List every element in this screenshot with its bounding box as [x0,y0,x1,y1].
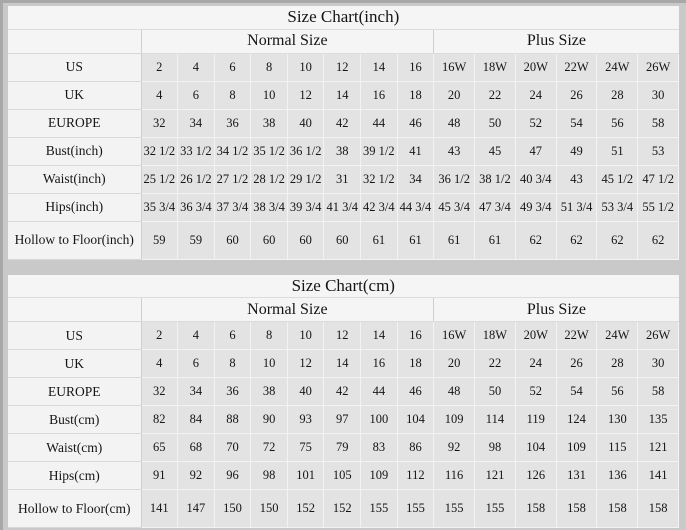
table-title: Size Chart(inch) [8,6,679,29]
table-title: Size Chart(cm) [8,275,679,298]
size-value-cell: 59 [178,221,215,259]
size-value-cell: 10 [287,53,324,81]
size-value-cell: 6 [178,81,215,109]
row-label: Hollow to Floor(cm) [8,490,141,528]
size-value-cell: 105 [324,462,361,490]
size-value-cell: 45 3/4 [434,193,475,221]
size-value-cell: 36 [214,109,251,137]
size-value-cell: 14 [324,350,361,378]
plus-size-header: Plus Size [434,29,679,53]
size-value-cell: 6 [178,350,215,378]
size-value-cell: 31 [324,165,361,193]
table-row [8,434,679,462]
size-value-cell: 135 [638,406,679,434]
size-value-cell: 60 [251,221,288,259]
size-value-cell: 88 [214,406,251,434]
table-row [8,406,679,434]
size-value-cell: 82 [141,406,178,434]
size-value-cell: 61 [475,221,516,259]
size-value-cell: 84 [178,406,215,434]
size-value-cell: 4 [141,350,178,378]
size-value-cell: 48 [434,109,475,137]
size-value-cell: 36 [214,378,251,406]
size-value-cell: 8 [214,81,251,109]
size-value-cell: 32 1/2 [141,137,178,165]
size-value-cell: 22W [556,53,597,81]
size-value-cell: 60 [214,221,251,259]
table-row [8,137,679,165]
size-value-cell: 26 [556,81,597,109]
size-value-cell: 14 [324,81,361,109]
table-row [8,378,679,406]
size-value-cell: 109 [361,462,398,490]
size-value-cell: 6 [214,53,251,81]
size-value-cell: 115 [597,434,638,462]
size-value-cell: 12 [287,350,324,378]
size-value-cell: 100 [361,406,398,434]
size-value-cell: 62 [597,221,638,259]
size-value-cell: 109 [556,434,597,462]
size-value-cell: 98 [475,434,516,462]
size-value-cell: 83 [361,434,398,462]
row-label: Bust(inch) [8,137,141,165]
size-value-cell: 35 3/4 [141,193,178,221]
table-row [8,221,679,259]
size-value-cell: 10 [251,350,288,378]
size-value-cell: 38 [324,137,361,165]
size-value-cell: 158 [597,490,638,528]
size-value-cell: 51 3/4 [556,193,597,221]
row-label: Waist(cm) [8,434,141,462]
row-label: Bust(cm) [8,406,141,434]
size-value-cell: 86 [397,434,434,462]
size-value-cell: 150 [214,490,251,528]
size-value-cell: 54 [556,109,597,137]
size-value-cell: 141 [141,490,178,528]
corner-spacer [8,29,141,53]
size-value-cell: 109 [434,406,475,434]
normal-size-header: Normal Size [141,29,434,53]
row-label: Hips(cm) [8,462,141,490]
size-value-cell: 130 [597,406,638,434]
table-row [8,322,679,350]
size-value-cell: 26 [556,350,597,378]
size-value-cell: 49 3/4 [515,193,556,221]
size-value-cell: 35 1/2 [251,137,288,165]
size-value-cell: 34 1/2 [214,137,251,165]
size-value-cell: 79 [324,434,361,462]
row-label: US [8,53,141,81]
size-value-cell: 155 [361,490,398,528]
size-value-cell: 38 [251,378,288,406]
size-value-cell: 121 [638,434,679,462]
row-label: EUROPE [8,109,141,137]
size-value-cell: 20W [515,53,556,81]
size-value-cell: 48 [434,378,475,406]
size-value-cell: 40 [287,109,324,137]
row-label: Waist(inch) [8,165,141,193]
size-value-cell: 24W [597,53,638,81]
size-value-cell: 18W [475,53,516,81]
size-value-cell: 98 [251,462,288,490]
size-value-cell: 104 [397,406,434,434]
table-row [8,165,679,193]
size-value-cell: 49 [556,137,597,165]
size-value-cell: 25 1/2 [141,165,178,193]
size-value-cell: 39 3/4 [287,193,324,221]
size-value-cell: 10 [287,322,324,350]
size-value-cell: 114 [475,406,516,434]
size-value-cell: 56 [597,109,638,137]
size-value-cell: 24 [515,350,556,378]
size-value-cell: 90 [251,406,288,434]
table-row [8,81,679,109]
size-value-cell: 38 [251,109,288,137]
size-value-cell: 38 3/4 [251,193,288,221]
size-value-cell: 18 [397,350,434,378]
size-value-cell: 2 [141,53,178,81]
corner-spacer [8,298,141,322]
size-value-cell: 65 [141,434,178,462]
size-value-cell: 16W [434,322,475,350]
size-value-cell: 50 [475,378,516,406]
size-value-cell: 27 1/2 [214,165,251,193]
size-value-cell: 12 [324,322,361,350]
size-value-cell: 45 [475,137,516,165]
size-chart-table [8,6,679,260]
table-row [8,109,679,137]
table-row [8,350,679,378]
size-value-cell: 46 [397,109,434,137]
size-value-cell: 43 [434,137,475,165]
size-value-cell: 18W [475,322,516,350]
size-value-cell: 34 [397,165,434,193]
size-value-cell: 47 1/2 [638,165,679,193]
size-value-cell: 28 1/2 [251,165,288,193]
size-value-cell: 2 [141,322,178,350]
size-value-cell: 70 [214,434,251,462]
size-value-cell: 58 [638,378,679,406]
size-value-cell: 28 [597,81,638,109]
size-value-cell: 158 [556,490,597,528]
size-value-cell: 22W [556,322,597,350]
size-value-cell: 62 [515,221,556,259]
size-value-cell: 16 [397,322,434,350]
size-value-cell: 38 1/2 [475,165,516,193]
size-value-cell: 36 1/2 [287,137,324,165]
size-value-cell: 4 [141,81,178,109]
size-value-cell: 24 [515,81,556,109]
row-label: US [8,322,141,350]
size-value-cell: 16 [361,81,398,109]
size-value-cell: 33 1/2 [178,137,215,165]
row-label: UK [8,81,141,109]
size-value-cell: 42 [324,378,361,406]
size-value-cell: 44 [361,109,398,137]
size-value-cell: 40 [287,378,324,406]
size-value-cell: 44 [361,378,398,406]
size-value-cell: 53 3/4 [597,193,638,221]
size-value-cell: 75 [287,434,324,462]
size-value-cell: 61 [397,221,434,259]
size-value-cell: 62 [638,221,679,259]
size-value-cell: 93 [287,406,324,434]
size-value-cell: 34 [178,378,215,406]
size-value-cell: 8 [214,350,251,378]
size-value-cell: 155 [475,490,516,528]
size-value-cell: 62 [556,221,597,259]
size-value-cell: 28 [597,350,638,378]
size-value-cell: 20 [434,81,475,109]
size-value-cell: 60 [324,221,361,259]
size-value-cell: 37 3/4 [214,193,251,221]
size-value-cell: 46 [397,378,434,406]
tables-container [8,6,678,528]
size-value-cell: 61 [434,221,475,259]
size-value-cell: 24W [597,322,638,350]
size-value-cell: 26W [638,322,679,350]
row-label: EUROPE [8,378,141,406]
size-value-cell: 131 [556,462,597,490]
size-value-cell: 121 [475,462,516,490]
size-value-cell: 72 [251,434,288,462]
size-value-cell: 91 [141,462,178,490]
size-value-cell: 60 [287,221,324,259]
size-value-cell: 12 [287,81,324,109]
size-value-cell: 104 [515,434,556,462]
size-value-cell: 42 3/4 [361,193,398,221]
size-value-cell: 116 [434,462,475,490]
table-row [8,193,679,221]
size-value-cell: 124 [556,406,597,434]
size-value-cell: 14 [361,322,398,350]
size-value-cell: 56 [597,378,638,406]
size-value-cell: 42 [324,109,361,137]
size-value-cell: 155 [434,490,475,528]
size-value-cell: 4 [178,322,215,350]
size-value-cell: 97 [324,406,361,434]
size-value-cell: 29 1/2 [287,165,324,193]
size-value-cell: 41 [397,137,434,165]
size-value-cell: 16 [361,350,398,378]
size-value-cell: 147 [178,490,215,528]
size-value-cell: 59 [141,221,178,259]
size-value-cell: 30 [638,81,679,109]
size-value-cell: 50 [475,109,516,137]
table-row [8,53,679,81]
size-value-cell: 52 [515,378,556,406]
size-value-cell: 40 3/4 [515,165,556,193]
size-value-cell: 96 [214,462,251,490]
size-value-cell: 155 [397,490,434,528]
size-value-cell: 20W [515,322,556,350]
size-value-cell: 41 3/4 [324,193,361,221]
size-value-cell: 43 [556,165,597,193]
size-value-cell: 12 [324,53,361,81]
size-value-cell: 4 [178,53,215,81]
size-value-cell: 53 [638,137,679,165]
size-value-cell: 16 [397,53,434,81]
size-value-cell: 30 [638,350,679,378]
size-value-cell: 45 1/2 [597,165,638,193]
size-value-cell: 61 [361,221,398,259]
size-value-cell: 8 [251,322,288,350]
size-value-cell: 58 [638,109,679,137]
size-value-cell: 112 [397,462,434,490]
row-label: Hollow to Floor(inch) [8,221,141,259]
size-value-cell: 92 [178,462,215,490]
size-value-cell: 22 [475,81,516,109]
size-value-cell: 54 [556,378,597,406]
size-value-cell: 26 1/2 [178,165,215,193]
size-value-cell: 68 [178,434,215,462]
row-label: Hips(inch) [8,193,141,221]
size-value-cell: 36 1/2 [434,165,475,193]
size-value-cell: 101 [287,462,324,490]
size-value-cell: 47 3/4 [475,193,516,221]
size-value-cell: 126 [515,462,556,490]
table-row [8,490,679,528]
size-value-cell: 16W [434,53,475,81]
size-value-cell: 52 [515,109,556,137]
size-value-cell: 34 [178,109,215,137]
size-value-cell: 10 [251,81,288,109]
size-value-cell: 158 [638,490,679,528]
size-value-cell: 55 1/2 [638,193,679,221]
size-value-cell: 6 [214,322,251,350]
size-value-cell: 158 [515,490,556,528]
size-value-cell: 92 [434,434,475,462]
size-value-cell: 141 [638,462,679,490]
normal-size-header: Normal Size [141,298,434,322]
size-value-cell: 119 [515,406,556,434]
size-value-cell: 39 1/2 [361,137,398,165]
size-value-cell: 47 [515,137,556,165]
size-value-cell: 32 [141,378,178,406]
size-value-cell: 32 [141,109,178,137]
size-value-cell: 152 [324,490,361,528]
size-value-cell: 22 [475,350,516,378]
size-value-cell: 20 [434,350,475,378]
size-value-cell: 36 3/4 [178,193,215,221]
table-row [8,462,679,490]
size-value-cell: 26W [638,53,679,81]
size-value-cell: 136 [597,462,638,490]
size-value-cell: 44 3/4 [397,193,434,221]
size-value-cell: 18 [397,81,434,109]
row-label: UK [8,350,141,378]
size-value-cell: 8 [251,53,288,81]
size-value-cell: 32 1/2 [361,165,398,193]
plus-size-header: Plus Size [434,298,679,322]
size-value-cell: 51 [597,137,638,165]
size-value-cell: 150 [251,490,288,528]
size-chart-table [8,275,679,529]
size-value-cell: 152 [287,490,324,528]
size-value-cell: 14 [361,53,398,81]
